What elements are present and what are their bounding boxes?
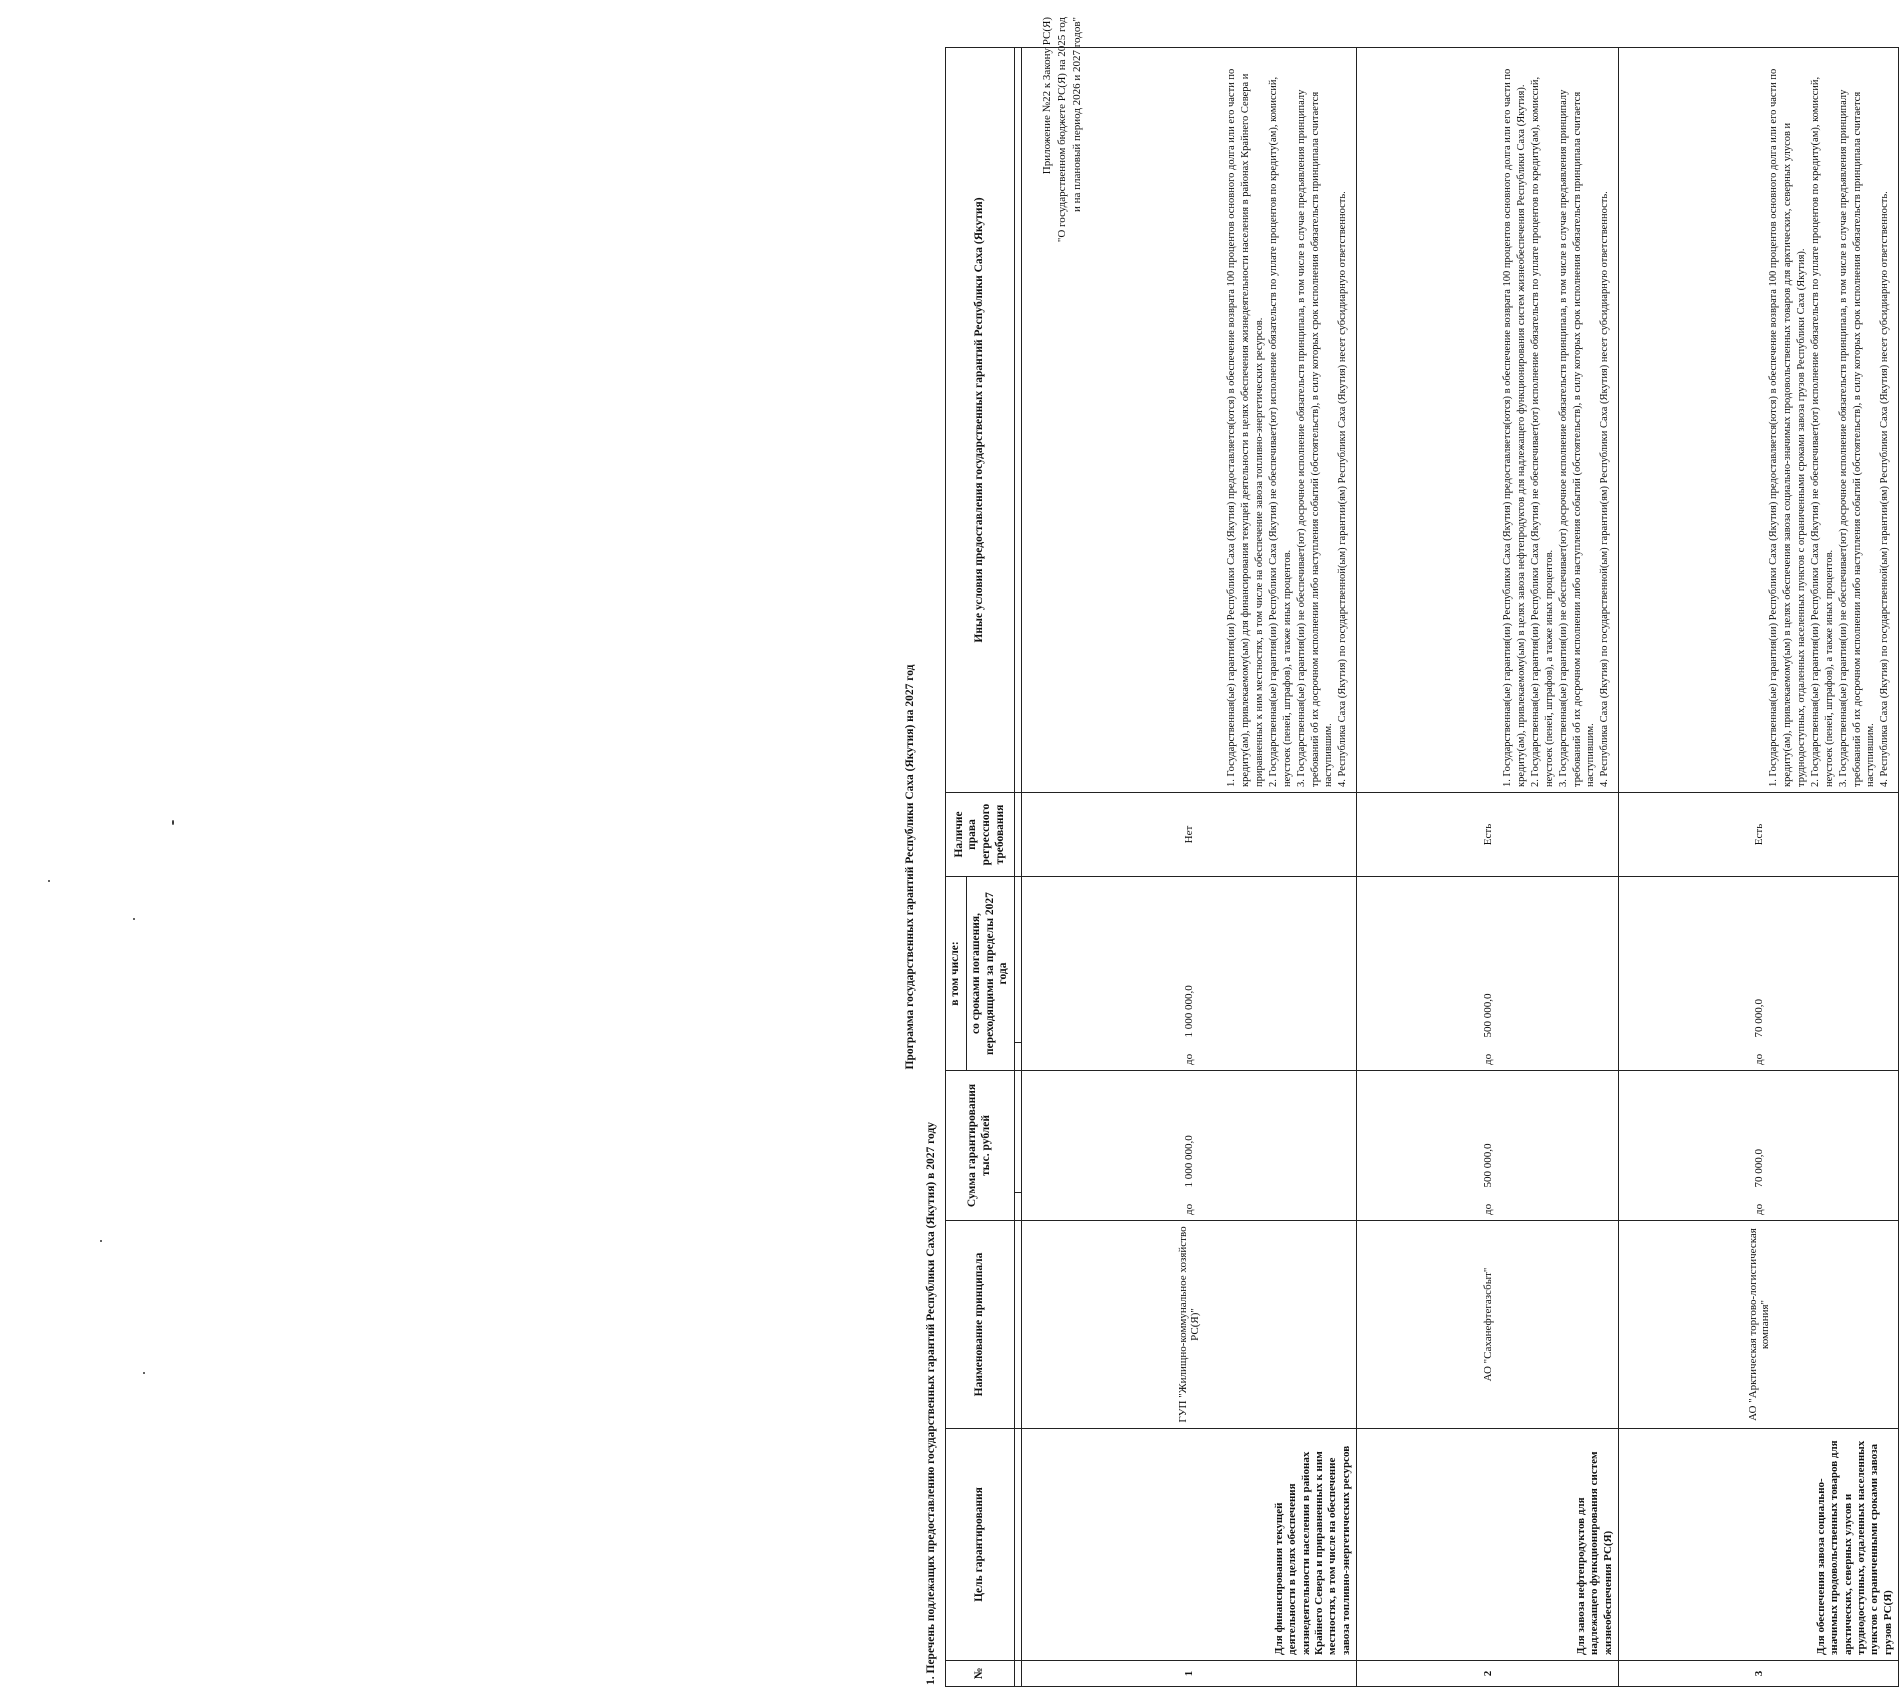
condition-item: 1. Государственная(ые) гарантия(ии) Республики Саха (Якутия) предоставляется(ются) в обеспечение возврата 100 процентов основного долга или его части по кредиту(ам), привлекаемому(ым) для финансирования текущей деятельности в целях обеспечения жизнедеятельности населения в районах Крайнего Севера и приравненных к ним местностях, в том числе на обеспечение завоза топливно-энергетических ресурсов. bbox=[1226, 68, 1266, 787]
row-principal: АО "Арктическая торгово-логистическая компания" bbox=[1619, 1221, 1899, 1429]
col-header-purpose: Цель гарантирования bbox=[946, 1429, 1015, 1661]
row-regress: Есть bbox=[1619, 793, 1899, 877]
header-row-1 bbox=[946, 48, 967, 1687]
condition-item: 3. Государственная(ые) гарантия(ии) не обеспечивает(ют) досрочное исполнение обязательств принципала, в том числе в случае предъявления принципалу требований об их досрочном исполнении либо наступления событий (обстоятельств), в силу которых срок исполнения обязательств принципала считается наступившим. bbox=[1295, 89, 1335, 787]
table-row bbox=[1357, 48, 1619, 1687]
row-purpose: Для финансирования текущей деятельности в целях обеспечения жизнедеятельности населения в районах Крайнего Севера и приравненных к ним местностях, в том числе на обеспечение завоза топливно-энергетических ресурсов bbox=[1022, 1429, 1357, 1661]
row-amount-prefix: до bbox=[1357, 1193, 1619, 1221]
row-maturity-prefix: до bbox=[1619, 1043, 1899, 1071]
row-number: 2 bbox=[1357, 1661, 1619, 1687]
row-amount-prefix: до bbox=[1022, 1193, 1357, 1221]
condition-item: 1. Государственная(ые) гарантия(ии) Республики Саха (Якутия) предоставляется(ются) в обеспечение возврата 100 процентов основного долга или его части по кредиту(ам), привлекаемому(ым) в целях завоза нефтепродуктов для надлежащего функционирования систем жизнеобеспечения Республики Саха (Якутия). bbox=[1502, 68, 1528, 787]
row-conditions bbox=[1619, 48, 1899, 793]
condition-item: 2. Государственная(ые) гарантия(ии) Республики Саха (Якутия) не обеспечивает(ют) исполнение обязательств по уплате процентов по кредиту(ам), комиссий, неустоек (пеней, штрафов), а также иных процентов. bbox=[1268, 76, 1293, 787]
row-maturity: 70 000,0 bbox=[1619, 877, 1899, 1043]
row-number: 3 bbox=[1619, 1661, 1899, 1687]
col-header-principal: Наименование принципала bbox=[946, 1221, 1015, 1429]
row-conditions bbox=[1357, 48, 1619, 793]
condition-item: 3. Государственная(ые) гарантия(ии) не обеспечивает(ют) досрочное исполнение обязательств принципала, в том числе в случае предъявления принципалу требований об их досрочном исполнении либо наступления событий (обстоятельств), в силу которых срок исполнения обязательств принципала считается наступившим. bbox=[1557, 89, 1597, 787]
condition-item: 4. Республика Саха (Якутия) по государственной(ым) гарантии(ям) Республики Саха (Якутия) несет субсидиарную ответственность. bbox=[1599, 191, 1611, 787]
col-header-including: в том числе: bbox=[946, 877, 967, 1071]
program-title: Программа государственных гарантий Республики Саха (Якутия) на 2027 год bbox=[904, 664, 916, 1070]
row-maturity: 1 000 000,0 bbox=[1022, 877, 1357, 1043]
condition-item: 2. Государственная(ые) гарантия(ии) Республики Саха (Якутия) не обеспечивает(ют) исполнение обязательств по уплате процентов по кредиту(ам), комиссий, неустоек (пеней, штрафов), а также иных процентов. bbox=[1810, 76, 1835, 787]
row-number: 1 bbox=[1022, 1661, 1357, 1687]
condition-item: 1. Государственная(ые) гарантия(ии) Республики Саха (Якутия) предоставляется(ются) в обеспечение возврата 100 процентов основного долга или его части по кредиту(ам), привлекаемому(ым) в целях обеспечения завоза социально-значимых продовольственных товаров для арктических, северных улусов и труднодоступных, отдаленных населенных пунктов с ограниченными сроками завоза грузов Республики Саха (Якутия). bbox=[1768, 68, 1808, 787]
row-amount: 70 000,0 bbox=[1619, 1071, 1899, 1193]
section-heading: 1. Перечень подлежащих предоставлению государственных гарантий Республики Саха (Якутия) в 2027 году bbox=[925, 1121, 937, 1685]
row-maturity-prefix: до bbox=[1357, 1043, 1619, 1071]
row-principal: ГУП "Жилищно-коммунальное хозяйство РС(Я)" bbox=[1022, 1221, 1357, 1429]
row-amount: 500 000,0 bbox=[1357, 1071, 1619, 1193]
col-header-num: № bbox=[946, 1661, 1015, 1687]
row-purpose: Для обеспечения завоза социально-значимых продовольственных товаров для арктических, северных улусов и труднодоступных, отдаленных населенных пунктов с ограниченными сроками завоза грузов РС(Я) bbox=[1619, 1429, 1899, 1661]
table-row bbox=[1619, 48, 1899, 1687]
appendix-line-3: и на плановый период 2026 и 2027 годов" bbox=[1070, 17, 1083, 213]
row-regress: Нет bbox=[1022, 793, 1357, 877]
row-amount: 1 000 000,0 bbox=[1022, 1071, 1357, 1193]
row-purpose: Для завоза нефтепродуктов для надлежащего функционирования систем жизнеобеспечения РС(Я) bbox=[1357, 1429, 1619, 1661]
condition-item: 4. Республика Саха (Якутия) по государственной(ым) гарантии(ям) Республики Саха (Якутия) несет субсидиарную ответственность. bbox=[1337, 191, 1349, 787]
row-maturity-prefix: до bbox=[1022, 1043, 1357, 1071]
row-maturity: 500 000,0 bbox=[1357, 877, 1619, 1043]
col-header-maturity: со сроками погашения, переходящими за пределы 2027 года bbox=[966, 877, 1014, 1071]
col-header-conditions: Иные условия предоставления государственных гарантий Республики Саха (Якутия) bbox=[946, 48, 1015, 793]
col-header-regress: Наличие права регрессного требования bbox=[946, 793, 1015, 877]
table-row bbox=[1022, 48, 1357, 1687]
appendix-line-1: Приложение №22 к Закону РС(Я) bbox=[1041, 17, 1053, 175]
appendix-line-2: "О государственном бюджете РС(Я) на 2025 год bbox=[1055, 17, 1068, 243]
row-principal: АО "Саханефтегазсбыт" bbox=[1357, 1221, 1619, 1429]
row-regress: Есть bbox=[1357, 793, 1619, 877]
guarantees-table bbox=[945, 47, 1899, 1687]
row-amount-prefix: до bbox=[1619, 1193, 1899, 1221]
col-header-amount: Сумма гарантирования тыс. рублей bbox=[946, 1071, 1015, 1221]
condition-item: 3. Государственная(ые) гарантия(ии) не обеспечивает(ют) досрочное исполнение обязательств принципала, в том числе в случае предъявления принципалу требований об их досрочном исполнении либо наступления событий (обстоятельств), в силу которых срок исполнения обязательств принципала считается наступившим. bbox=[1837, 89, 1877, 787]
row-conditions bbox=[1022, 48, 1357, 793]
condition-item: 2. Государственная(ые) гарантия(ии) Республики Саха (Якутия) не обеспечивает(ют) исполнение обязательств по уплате процентов по кредиту(ам), комиссий, неустоек (пеней, штрафов), а также иных процентов. bbox=[1530, 76, 1555, 787]
spacer-row bbox=[1015, 48, 1022, 1687]
condition-item: 4. Республика Саха (Якутия) по государственной(ым) гарантии(ям) Республики Саха (Якутия) несет субсидиарную ответственность. bbox=[1879, 191, 1891, 787]
